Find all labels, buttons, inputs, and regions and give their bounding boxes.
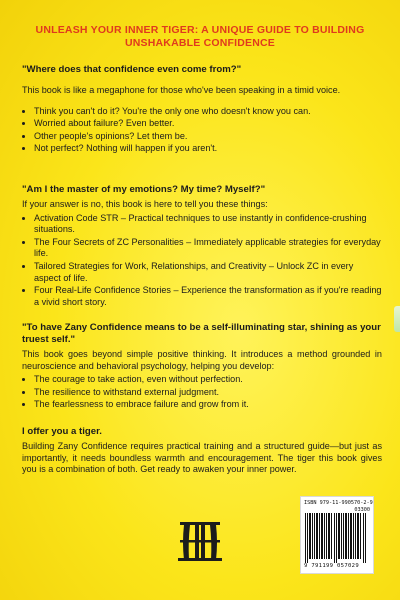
list-item: • The fearlessness to embrace failure and grow from it. [34, 399, 382, 411]
isbn-barcode [300, 496, 374, 574]
bullet-list [22, 106, 382, 155]
publisher-logo [174, 514, 226, 562]
list-item: • The resilience to withstand external judgment. [34, 387, 382, 399]
bullet-list [22, 213, 382, 309]
section-heading: "Am I the master of my emotions? My time? Myself?" [22, 184, 266, 195]
price-addon-code: 03300 [354, 507, 370, 513]
bullet-list [22, 374, 382, 411]
section-intro: This book goes beyond simple positive thinking. It introduces a method grounded in neuroscience and behavioral psychology, helping you develop: [22, 349, 382, 371]
light-streak-decoration [394, 306, 400, 332]
list-item: • Think you can't do it? You're the only one who doesn't know you can. [34, 106, 382, 118]
section-heading: I offer you a tiger. [22, 426, 102, 437]
section-confidence-source [22, 64, 382, 156]
section-body: Building Zany Confidence requires practical training and a structured guide—but just as importantly, it needs boundless warmth and encouragement. The tiger this book gives you is a combination of both. Get ready to awaken your inner power. [22, 441, 382, 475]
list-item: • Activation Code STR – Practical techniques to use instantly in confidence-crushing situations. [34, 213, 382, 236]
section-intro: If your answer is no, this book is here to tell you these things: [22, 199, 268, 209]
barcode-bars [305, 513, 369, 563]
list-item: • The courage to take action, even without perfection. [34, 374, 382, 386]
section-master-of-emotions [22, 184, 382, 309]
section-heading: "Where does that confidence even come from?" [22, 64, 242, 75]
section-offer-tiger [22, 426, 382, 476]
list-item: • Tailored Strategies for Work, Relationships, and Creativity – Unlock ZC in every aspect of life. [34, 261, 382, 284]
section-zany-confidence [22, 322, 382, 412]
barcode-digits: 9 791199 057029 [304, 563, 360, 569]
list-item: • Other people's opinions? Let them be. [34, 131, 382, 143]
isbn-number: ISBN 979-11-990570-2-9 [304, 500, 373, 506]
section-intro: This book is like a megaphone for those who've been speaking in a timid voice. [22, 85, 341, 95]
list-item: • The Four Secrets of ZC Personalities – Immediately applicable strategies for everyday life. [34, 237, 382, 260]
list-item: • Four Real-Life Confidence Stories – Experience the transformation as if you're reading a vivid short story. [34, 285, 382, 308]
section-heading: "To have Zany Confidence means to be a self-illuminating star, shining as your truest self." [22, 322, 381, 345]
list-item: • Worried about failure? Even better. [34, 118, 382, 130]
list-item: • Not perfect? Nothing will happen if you aren't. [34, 143, 382, 155]
cover-title: UNLEASH YOUR INNER TIGER: A UNIQUE GUIDE TO BUILDING UNSHAKABLE CONFIDENCE [35, 24, 365, 49]
